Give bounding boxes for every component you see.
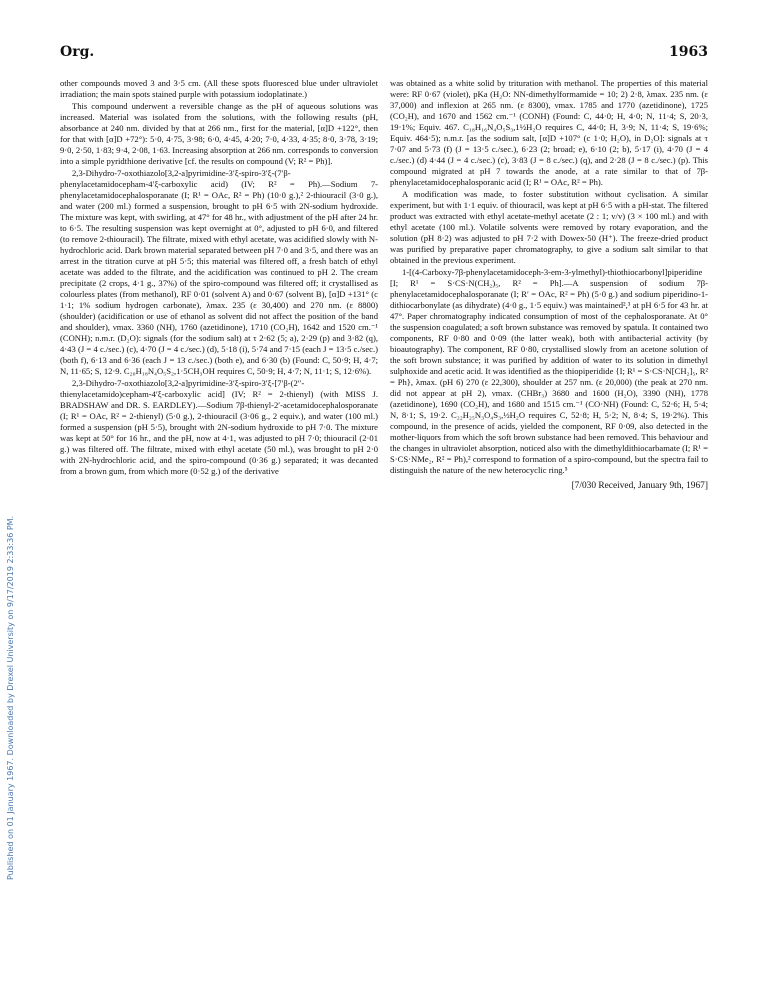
paragraph: other compounds moved 3 and 3·5 cm. (All these spots fluoresced blue under ultraviolet irradiation; the main spots stained purple with potassium iodoplatinate.) [60,78,378,99]
paragraph: 2,3-Dihydro-7-oxothiazolo[3,2-a]pyrimidine-3′ξ-spiro-3′ξ-(7′β-phenylacetamidocepham-4′ξ-carboxylic acid) (IV; R² = Ph).—Sodium 7-phenylacetamidocephalosporanate (I; R¹ = OAc, R² = Ph) (10·0 g.),² 2-thiouracil (3·0 g.), and water (200 ml.) formed a suspension, brought to pH 6·5 with 2N-sodium hydroxide. The mixture was kept, with swirling, at 47° for 48 hr., with adjustment of the pH after 24 hr. to 6·5. The resulting suspension was kept overnight at 0°, adjusted to pH 6·0, and filtered (to remove 2-thiouracil). The filtrate, mixed with ethyl acetate, was acidified slowly with N-hydrochloric acid. Dark brown material separated between pH 7·0 and 3·5, and there was an arrest in the titration curve at pH 5·5; this material was filtered off, a fresh batch of ethyl acetate was added to the filtrate, and the acidification was continued to pH 2. The cream precipitate (2 crops, 4·1 g., 37%) of the spiro-compound was filtered off; it crystallised as colourless plates (from methanol), RF 0·01 (solvent A) and 0·67 (solvent B), [α]D +131° (c 1·1; 1% sodium hydrogen carbonate), λmax. 235 (ε 30,400) and 270 nm. (ε 8800) (shoulder) (acidification or use of ethanol as solvent did not affect the position of the band and shoulder), νmax. 3360 (NH), 1760 (azetidinone), 1710 (CO₂H), 1642 and 1520 cm.⁻¹ (CONH); n.m.r. (D₂O): signals (for the sodium salt) at τ 2·62 (5; a), 2·29 (p) and 3·82 (q), 4·43 (J = 4 c./sec.) (c), 4·70 (J = 4 c./sec.) (d), 5·18 (i), 5·74 and 7·15 (each J = 13·5 c./sec.) (both f), 6·13 and 6·36 (each J = 13 c./sec.) (both e), and 6·30 (b) (Found: C, 50·9; H, 4·7; N, 11·65; S, 12·9. C₂₀H₁₈N₄O₅S₂,1·5CH₃OH requires C, 50·9; H, 4·7; N, 11·1; S, 12·6%). [60,168,378,376]
page-number: 1963 [669,44,708,60]
download-notice-text[interactable]: Published on 01 January 1967. Downloaded by Drexel University on 9/17/2019 2:33:36 PM. [6,515,15,880]
paragraph: This compound underwent a reversible change as the pH of aqueous solutions was increased. Material was isolated from the solutions, with the following results (pH, absorbance at 240 nm. divided by that at 266 nm., first for the material, [α]D +122°, then for that with [α]D +72°): 5·0, 4·75, 3·98; 6·0, 4·45, 4·20; 7·0, 4·33, 4·35; 8·0, 3·78, 3·19; 9·0, 2·50, 1·83; 9·4, 2·08, 1·63. Increasing absorption at 266 nm. corresponds to conversion into a simple pyridthione derivative [cf. the results on compound (V; R² = Ph)]. [60,101,378,166]
paragraph: A modification was made, to foster substitution without cyclisation. A similar experiment, but with 1·1 equiv. of thiouracil, was kept at pH 6·5 with a pH-stat. The filtered product was extracted with ethyl acetate-methyl acetate (2 : 1; v/v) (3 × 100 ml.) and with ethyl acetate (100 ml.). Volatile solvents were removed by rotary evaporation, and the solution (pH 8·2) was adjusted to pH 7·2 with Dowex-50 (H⁺). The freeze-dried product was purified by preparative paper chromatography, to give a sodium salt similar to that obtained in the previous experiment. [390,189,708,265]
paragraph: 2,3-Dihydro-7-oxothiazolo[3,2-a]pyrimidine-3′ξ-spiro-3′ξ-[7′β-(2″-thienylacetamido)cepham-4′ξ-carboxylic acid] (IV; R² = 2-thienyl) (with MISS J. BRADSHAW and DR. S. EARDLEY).—Sodium 7β-thienyl-2′-acetamidocephalosporanate (I; R¹ = OAc, R² = 2-thienyl) (5·0 g.), 2-thiouracil (3·06 g., 2 equiv.), and water (100 ml.) formed a suspension (pH 5·5), brought with 2N-sodium hydroxide to pH 7·0. The mixture was kept at 50° for 16 hr., and the pH, now at 4·1, was adjusted to pH 7·0; thiouracil (2·01 g.) was filtered off. The filtrate, mixed with ethyl acetate (50 ml.), was brought to pH 2·0 with 2N-hydrochloric acid, and the spiro-compound (0·36 g.) separated; it was decanted from a brown gum, from which more (0·52 g.) of the derivative [60,378,378,476]
right-column [390,78,708,492]
journal-name: Org. [60,44,95,60]
received-date: [7/030 Received, January 9th, 1967] [571,481,708,491]
left-column [60,78,378,478]
paragraph: 1-[(4-Carboxy-7β-phenylacetamidoceph-3-em-3-ylmethyl)-thiothiocarbonyl]piperidine [I; R¹ = S·CS·N(CH₂)₅, R² = Ph].—A suspension of sodium 7β-phenylacetamidocephalosporanate (I; R′ = OAc, R² = Ph) (5·0 g.) and sodium piperidino-1-dithiocarbonylate (as dihydrate) (4·0 g., 1·5 equiv.) was maintained²,³ at pH 6·5 for 43 hr. at 47°. Paper chromatography indicated consumption of most of the cephalosporanate. At 0° the suspension coagulated; a soft brown substance was removed by spatula. It contained two components, RF 0·80 and 0·09 (the latter weak), both with antibacterial activity (by bioautography). The component, RF 0·80, crystallised slowly from an acetone solution of the soft brown substance; it was purified by addition of water to its solution in dimethyl sulphoxide and acetic acid. It was identified as the thiopiperidide {I; R¹ = S·CS·N[CH₂]₅, R² = Ph}, λmax. (pH 6) 270 (ε 22,300), shoulder at 257 nm. (ε 20,000) (the peak at 270 nm. did not appear at pH 2), νmax. (CHBr₃) 3680 and 1600 (H₂O), 3390 (NH), 1778 (azetidinone), 1690 (CO₂H), and 1680 and 1515 cm.⁻¹ (CO·NH) (Found: C, 52·6; H, 5·4; N, 8·1; S, 19·2. C₂₂H₂₅N₃O₄S₃,½H₂O requires C, 52·8; H, 5·2; N, 8·4; S, 19·2%). This compound, in the presence of acids, yielded the component, RF 0·09, also detected in the mother-liquors from which the soft brown substance had been removed. This behaviour and the changes in ultraviolet absorption, noticed also with the dimethyldithiocarbamate (I; R¹ = S·CS·NMe₂, R² = Ph),² correspond to formation of a spiro-compound, but the spectra fail to distinguish the nature of the new heterocyclic ring.⁵ [390,267,708,475]
download-notice [6,180,20,880]
paragraph: was obtained as a white solid by trituration with methanol. The properties of this material were: RF 0·67 (violet), pKa (H₂O: NN-dimethylformamide = 10; 2) 2·8, λmax. 235 nm. (ε 37,000) and inflexion at 265 nm. (ε 8300), νmax. 1785 and 1770 (azetidinone), 1725 (CO₂H), and 1670 and 1562 cm.⁻¹ (CONH) (Found: C, 44·0; H, 4·0; N, 11·4; S, 20·3, 19·1%; Equiv. 467. C₁₈H₁₆N₄O₅S₃,1½H₂O requires C, 44·0; H, 3·9; N, 11·4; S, 19·6%; Equiv. 464·5); n.m.r. [as the sodium salt, [α]D +107° (c 1·0; H₂O), in D₂O]: signals at τ 7·07 and 5·73 (f) (J = 13·5 c./sec.), 6·23 (2; broad; e), 6·10 (2; b), 5·17 (i), 4·70 (J = 4 c./sec.) (d) 4·44 (J = 4 c./sec.) (c), 3·83 (J = 8 c./sec.) (q), and 2·28 (J = 8 c./sec.) (p). This compound migrated at pH 7 towards the anode, at a rate similar to that of 7β-phenylacetamidocephalosporanic acid (I; R¹ = OAc, R² = Ph). [390,78,708,187]
